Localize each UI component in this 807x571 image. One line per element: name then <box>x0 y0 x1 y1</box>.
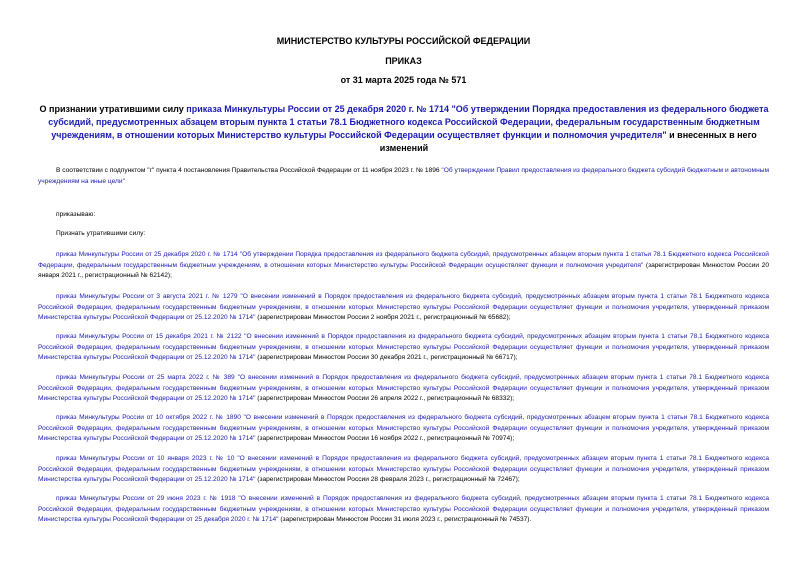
order-link[interactable]: приказ Минкультуры России от 10 января 2023 г. № 10 "О внесении изменений в Порядок предоставления из федерального бюджета субсидий, предусмотренных абзацем вторым пункта 1 статьи 78.1 Бюджетного кодекса Российской Федерации, федеральным государственным бюджетным учреждениям, в отношении которых Министерство культуры Российской Федерации осуществляет функции и полномочия учредителя, утвержденный приказом Министерства культуры Российской Федерации от 25.12.2020 № 1714" <box>38 455 769 483</box>
order-registration: (зарегистрирован Минюстом России 28 февраля 2023 г., регистрационный № 72467); <box>255 476 520 483</box>
title-prefix: О признании утратившими силу <box>39 104 187 114</box>
order-link[interactable]: приказ Минкультуры России от 10 октября 2022 г. № 1890 "О внесении изменений в Порядок предоставления из федерального бюджета субсидий, предусмотренных абзацем вторым пункта 1 статьи 78.1 Бюджетного кодекса Российской Федерации, федеральным государственным бюджетным учреждениям, в отношении которых Министерство культуры Российской Федерации осуществляет функции и полномочия учредителя, утвержденный приказом Министерства культуры Российской Федерации от 25.12.2020 № 1714" <box>38 414 769 442</box>
ministry-name: МИНИСТЕРСТВО КУЛЬТУРЫ РОССИЙСКОЙ ФЕДЕРАЦИИ <box>276 36 531 46</box>
document-type: ПРИКАЗ <box>385 56 422 66</box>
order-item-6 <box>38 454 769 486</box>
order-registration: (зарегистрирован Минюстом России 26 апреля 2022 г., регистрационный № 68332); <box>255 395 515 402</box>
order-item-5 <box>38 413 769 445</box>
order-registration: (зарегистрирован Минюстом России 31 июля 2023 г., регистрационный № 74537). <box>278 516 532 523</box>
document-date-number: от 31 марта 2025 года № 571 <box>340 75 467 85</box>
order-item-4 <box>38 373 769 405</box>
order-registration: (зарегистрирован Минюстом России 2 ноября 2021 г., регистрационный № 65682); <box>255 314 511 321</box>
order-word: приказываю: <box>56 211 96 218</box>
preamble-text: В соответствии с подпунктом "г" пункта 4 постановления Правительства Российской Федерации от 11 ноября 2023 г. № 1896 <box>56 167 442 174</box>
order-link[interactable]: приказ Минкультуры России от 3 августа 2021 г. № 1279 "О внесении изменений в Порядок предоставления из федерального бюджета субсидий, предусмотренных абзацем вторым пункта 1 статьи 78.1 Бюджетного кодекса Российской Федерации, федеральным государственным бюджетным учреждениям, в отношении которых Министерство культуры Российской Федерации осуществляет функции и полномочия учредителя, утвержденный приказом Министерства культуры Российской Федерации от 25.12.2020 № 1714" <box>38 293 769 321</box>
order-item-2 <box>38 292 769 324</box>
order-item-7 <box>38 494 769 526</box>
order-link[interactable]: приказ Минкультуры России от 25 декабря 2020 г. № 1714 "Об утверждении Порядка предоставления из федерального бюджета субсидий, предусмотренных абзацем вторым пункта 1 статьи 78.1 Бюджетного кодекса Российской Федерации, федеральным государственным бюджетным учреждениям, в отношении которых Министерство культуры Российской Федерации осуществляет функции и полномочия учредителя" <box>38 251 769 269</box>
order-registration: (зарегистрирован Минюстом России 16 ноября 2022 г., регистрационный № 70974); <box>255 435 515 442</box>
order-link[interactable]: приказ Минкультуры России от 15 декабря 2021 г. № 2122 "О внесении изменений в Порядок предоставления из федерального бюджета субсидий, предусмотренных абзацем вторым пункта 1 статьи 78.1 Бюджетного кодекса Российской Федерации, федеральным государственным бюджетным учреждениям, в отношении которых Министерство культуры Российской Федерации осуществляет функции и полномочия учредителя, утвержденный приказом Министерства культуры Российской Федерации от 25.12.2020 № 1714" <box>38 333 769 361</box>
order-registration: (зарегистрирован Минюстом России 20 января 2021 г., регистрационный № 62142); <box>38 261 769 279</box>
order-registration: (зарегистрирован Минюстом России 30 декабря 2021 г., регистрационный № 66717); <box>255 354 518 361</box>
recognize-invalid: Признать утратившими силу: <box>56 230 146 237</box>
title-link[interactable]: приказа Минкультуры России от 25 декабря 2020 г. № 1714 "Об утверждении Порядка предоставления из федерального бюджета субсидий, предусмотренных абзацем вторым пункта 1 статьи 78.1 Бюджетного кодекса Российской Федерации, федеральным государственным бюджетным учреждениям, в отношении которых Министерство культуры Российской Федерации осуществляет функции и полномочия учредителя" <box>48 104 769 140</box>
title-suffix: и внесенных в него изменений <box>379 130 757 153</box>
order-item-3 <box>38 332 769 364</box>
order-item-1 <box>38 250 769 282</box>
preamble-paragraph <box>38 166 769 187</box>
order-link[interactable]: приказ Минкультуры России от 25 марта 2022 г. № 389 "О внесении изменений в Порядок предоставления из федерального бюджета субсидий, предусмотренных абзацем вторым пункта 1 статьи 78.1 Бюджетного кодекса Российской Федерации, федеральным государственным бюджетным учреждениям, в отношении которых Министерство культуры Российской Федерации осуществляет функции и полномочия учредителя, утвержденный приказом Министерства культуры Российской Федерации от 25.12.2020 № 1714" <box>38 374 769 402</box>
document-title <box>34 103 774 155</box>
order-link[interactable]: приказ Минкультуры России от 29 июня 2023 г. № 1918 "О внесении изменений в Порядок предоставления из федерального бюджета субсидий, предусмотренных абзацем вторым пункта 1 статьи 78.1 Бюджетного кодекса Российской Федерации, федеральным государственным бюджетным учреждениям, в отношении которых Министерство культуры Российской Федерации осуществляет функции и полномочия учредителя, утвержденный приказом Министерства культуры Российской Федерации от 25 декабря 2020 г. № 1714" <box>38 495 769 523</box>
preamble-link[interactable]: "Об утверждении Правил предоставления из федерального бюджета субсидий бюджетным и автономным учреждениям на иные цели" <box>38 167 769 185</box>
